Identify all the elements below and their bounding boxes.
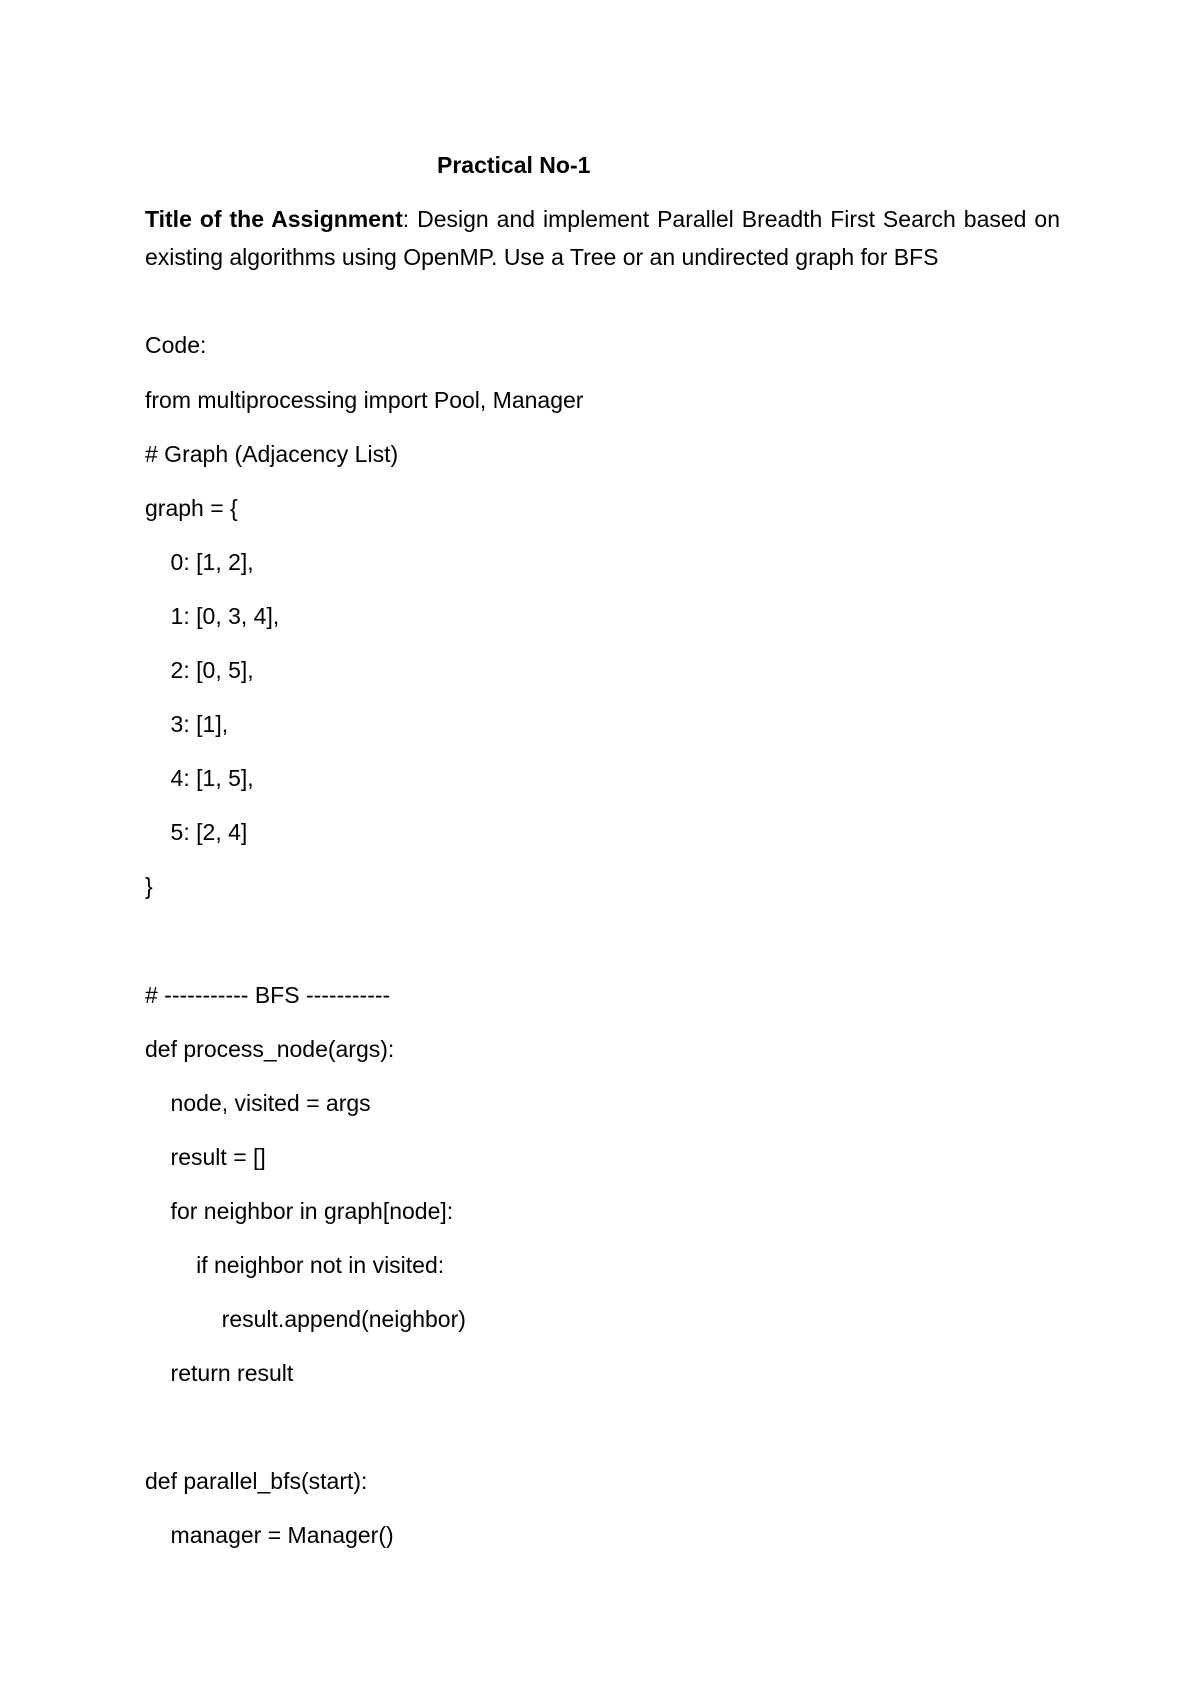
- code-line: result = []: [145, 1144, 266, 1170]
- code-line: 0: [1, 2],: [145, 549, 254, 575]
- code-line: graph = {: [145, 495, 238, 521]
- code-line: # ----------- BFS -----------: [145, 982, 391, 1008]
- assignment-title-label: Title of the Assignment: [145, 206, 403, 232]
- code-line: def process_node(args):: [145, 1036, 395, 1062]
- code-line: manager = Manager(): [145, 1522, 394, 1548]
- code-line: 5: [2, 4]: [145, 819, 248, 845]
- code-line: from multiprocessing import Pool, Manager: [145, 387, 584, 413]
- code-label: Code:: [145, 332, 207, 358]
- code-line: return result: [145, 1360, 294, 1386]
- assignment-title-text: : Design and implement Parallel Breadth First Search based on existing algorithms using OpenMP. Use a Tree or an undirected graph for BFS: [145, 206, 1060, 270]
- page-heading: Practical No-1: [437, 152, 591, 178]
- code-line: # Graph (Adjacency List): [145, 441, 399, 467]
- code-line: }: [145, 873, 153, 899]
- code-line: 2: [0, 5],: [145, 657, 254, 683]
- assignment-title-paragraph: [145, 200, 1060, 276]
- code-line: 3: [1],: [145, 711, 229, 737]
- code-line: for neighbor in graph[node]:: [145, 1198, 454, 1224]
- code-line: node, visited = args: [145, 1090, 371, 1116]
- code-line: 1: [0, 3, 4],: [145, 603, 280, 629]
- code-line: result.append(neighbor): [145, 1306, 466, 1332]
- code-line: def parallel_bfs(start):: [145, 1468, 368, 1494]
- code-line: 4: [1, 5],: [145, 765, 254, 791]
- code-line: if neighbor not in visited:: [145, 1252, 445, 1278]
